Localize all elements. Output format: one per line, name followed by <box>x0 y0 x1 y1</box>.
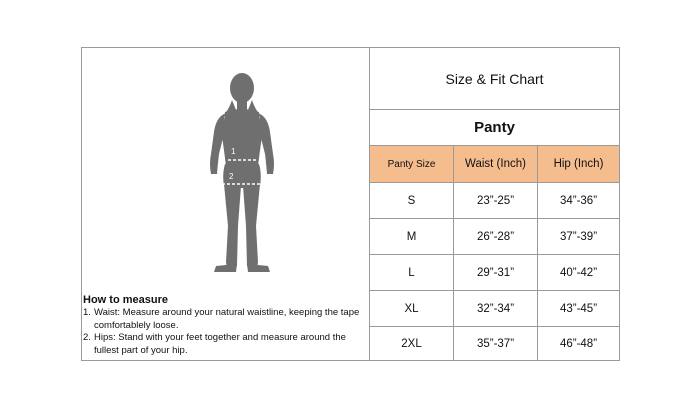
size-cell: M <box>370 219 454 254</box>
waist-cell: 26”-28” <box>454 219 538 254</box>
table-header <box>370 146 619 183</box>
column-header-size: Panty Size <box>370 146 454 182</box>
hip-marker-label: 2 <box>229 172 234 181</box>
list-item-number: 1. <box>83 307 91 318</box>
size-cell: 2XL <box>370 327 454 360</box>
hip-cell: 34”-36” <box>559 194 598 207</box>
hip-cell: 37”-39” <box>559 230 598 243</box>
waist-cell: 32”-34” <box>454 291 538 326</box>
how-to-measure-list <box>83 307 367 357</box>
how-to-measure <box>83 294 367 357</box>
table-row <box>370 327 619 360</box>
list-item-text: Hips: Stand with your feet together and measure around the fullest part of your hip. <box>94 332 346 356</box>
size-cell: S <box>370 183 454 218</box>
hip-cell: 40”-42” <box>559 266 598 279</box>
waist-cell: 35”-37” <box>454 327 538 360</box>
list-item-number: 2. <box>83 332 91 343</box>
size-cell: XL <box>370 291 454 326</box>
chart-subtitle: Panty <box>370 110 619 146</box>
list-item <box>83 332 367 357</box>
waist-cell: 23”-25” <box>454 183 538 218</box>
column-header-hip: Hip (Inch) <box>553 158 604 170</box>
waist-cell: 29”-31” <box>454 255 538 290</box>
body-silhouette-icon <box>192 66 292 276</box>
size-chart-card <box>81 47 620 361</box>
table-row <box>370 291 619 327</box>
table-row <box>370 183 619 219</box>
list-item <box>83 307 367 332</box>
measure-guide-panel <box>82 48 370 360</box>
hip-cell: 43”-45” <box>559 302 598 315</box>
list-item-text: Waist: Measure around your natural waistline, keeping the tape comfortablely loose. <box>94 307 360 331</box>
column-header-waist: Waist (Inch) <box>454 146 538 182</box>
hip-cell: 46”-48” <box>559 337 598 350</box>
chart-title: Size & Fit Chart <box>370 48 619 110</box>
table-row <box>370 255 619 291</box>
size-table <box>370 48 619 360</box>
how-to-measure-title: How to measure <box>83 294 168 306</box>
size-cell: L <box>370 255 454 290</box>
table-row <box>370 219 619 255</box>
waist-marker-label: 1 <box>231 147 236 156</box>
